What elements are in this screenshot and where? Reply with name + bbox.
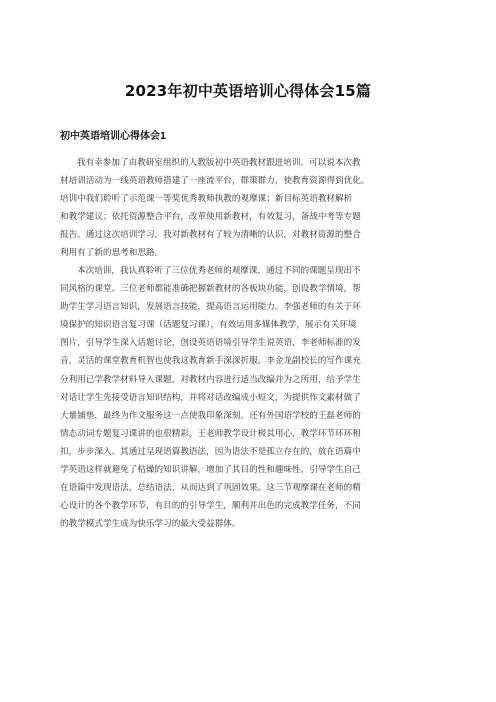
- paragraph-line: 分利用已学教学材料导入课题，对教材内容进行适当改编并为之所用，给予学生: [60, 374, 361, 385]
- paragraph-line: 同风格的课堂。三位老师都能准确把握新教材的各板块功能，创设教学情境，帮: [60, 284, 361, 295]
- section-heading: 初中英语培训心得体会1: [60, 131, 167, 142]
- paragraph-line: 本次培训，我认真聆听了三位优秀老师的观摩课，通过不同的课题呈现出不: [77, 266, 361, 276]
- paragraph-1: [60, 154, 436, 263]
- paragraph-line: 音，灵活的课堂教育机智也使我这教育新手深深折服。李金龙副校长的写作课充: [60, 356, 361, 367]
- paragraph-line: 扣，步步深入。其通过呈现语篇教语法，因为语法不是孤立存在的，放在语篇中: [60, 446, 361, 457]
- paragraph-line: 在语篇中发现语法，总结语法，从而达到了巩固效果。这三节观摩课在老师的精: [60, 483, 361, 494]
- paragraph-line: 情态动词专题复习课讲的也很精彩。王老师教学设计极其用心，教学环节环环相: [60, 428, 361, 439]
- paragraph-line: 利用有了新的思考和思路。: [60, 248, 164, 259]
- paragraph-line: 对话让学生先接受语言知识结构，并将对话改编成小短文，为提供作文素材做了: [60, 392, 361, 403]
- paragraph-line: 材培训活动为一线英语教师搭建了一座流平台，群策群力，使教育资源得到优化。: [60, 176, 370, 187]
- paragraph-line: 我有幸参加了由教研室组织的人教版初中英语教材跟进培训。可以说本次教: [77, 158, 361, 168]
- paragraph-line: 心设计的各个教学环节，有目的的引导学生，顺利并出色的完成教学任务，不同: [60, 501, 361, 512]
- paragraph-line: 大量铺垫，最终为作文服务这一点使我印象深刻。还有外国语学校的王磊老师的: [60, 410, 361, 421]
- paragraph-line: 助学生学习语言知识，发展语言技能，提高语言运用能力。李强老师的有关于环: [60, 302, 361, 313]
- paragraph-line: 图片，引导学生深入话题讨论，创设英语语境引导学生说英语，李老师标准的发: [60, 338, 361, 349]
- paragraph-line: 学英语这样就避免了枯燥的知识讲解，增加了其目的性和趣味性，引导学生自己: [60, 465, 361, 476]
- paragraph-line: 的教学模式学生成为快乐学习的最大受益群体。: [60, 519, 241, 530]
- paragraph-line: 和教学建议；依托资源整合平台，改革使用新教材，有效复习，备战中考等专题: [60, 212, 361, 223]
- paragraph-2: [60, 262, 436, 533]
- paragraph-line: 培训中我们聆听了示范课一等奖优秀教师执教的观摩课；新目标英语教材解析: [60, 194, 353, 205]
- paragraph-line: 境保护的知识语言复习课（话题复习课），有效运用多媒体教学，展示有关环境: [60, 320, 357, 331]
- paragraph-line: 报告。通过这次培训学习，我对新教材有了较为清晰的认识，对教材资源的整合: [60, 230, 361, 241]
- document-title: 2023年初中英语培训心得体会15篇: [124, 82, 372, 100]
